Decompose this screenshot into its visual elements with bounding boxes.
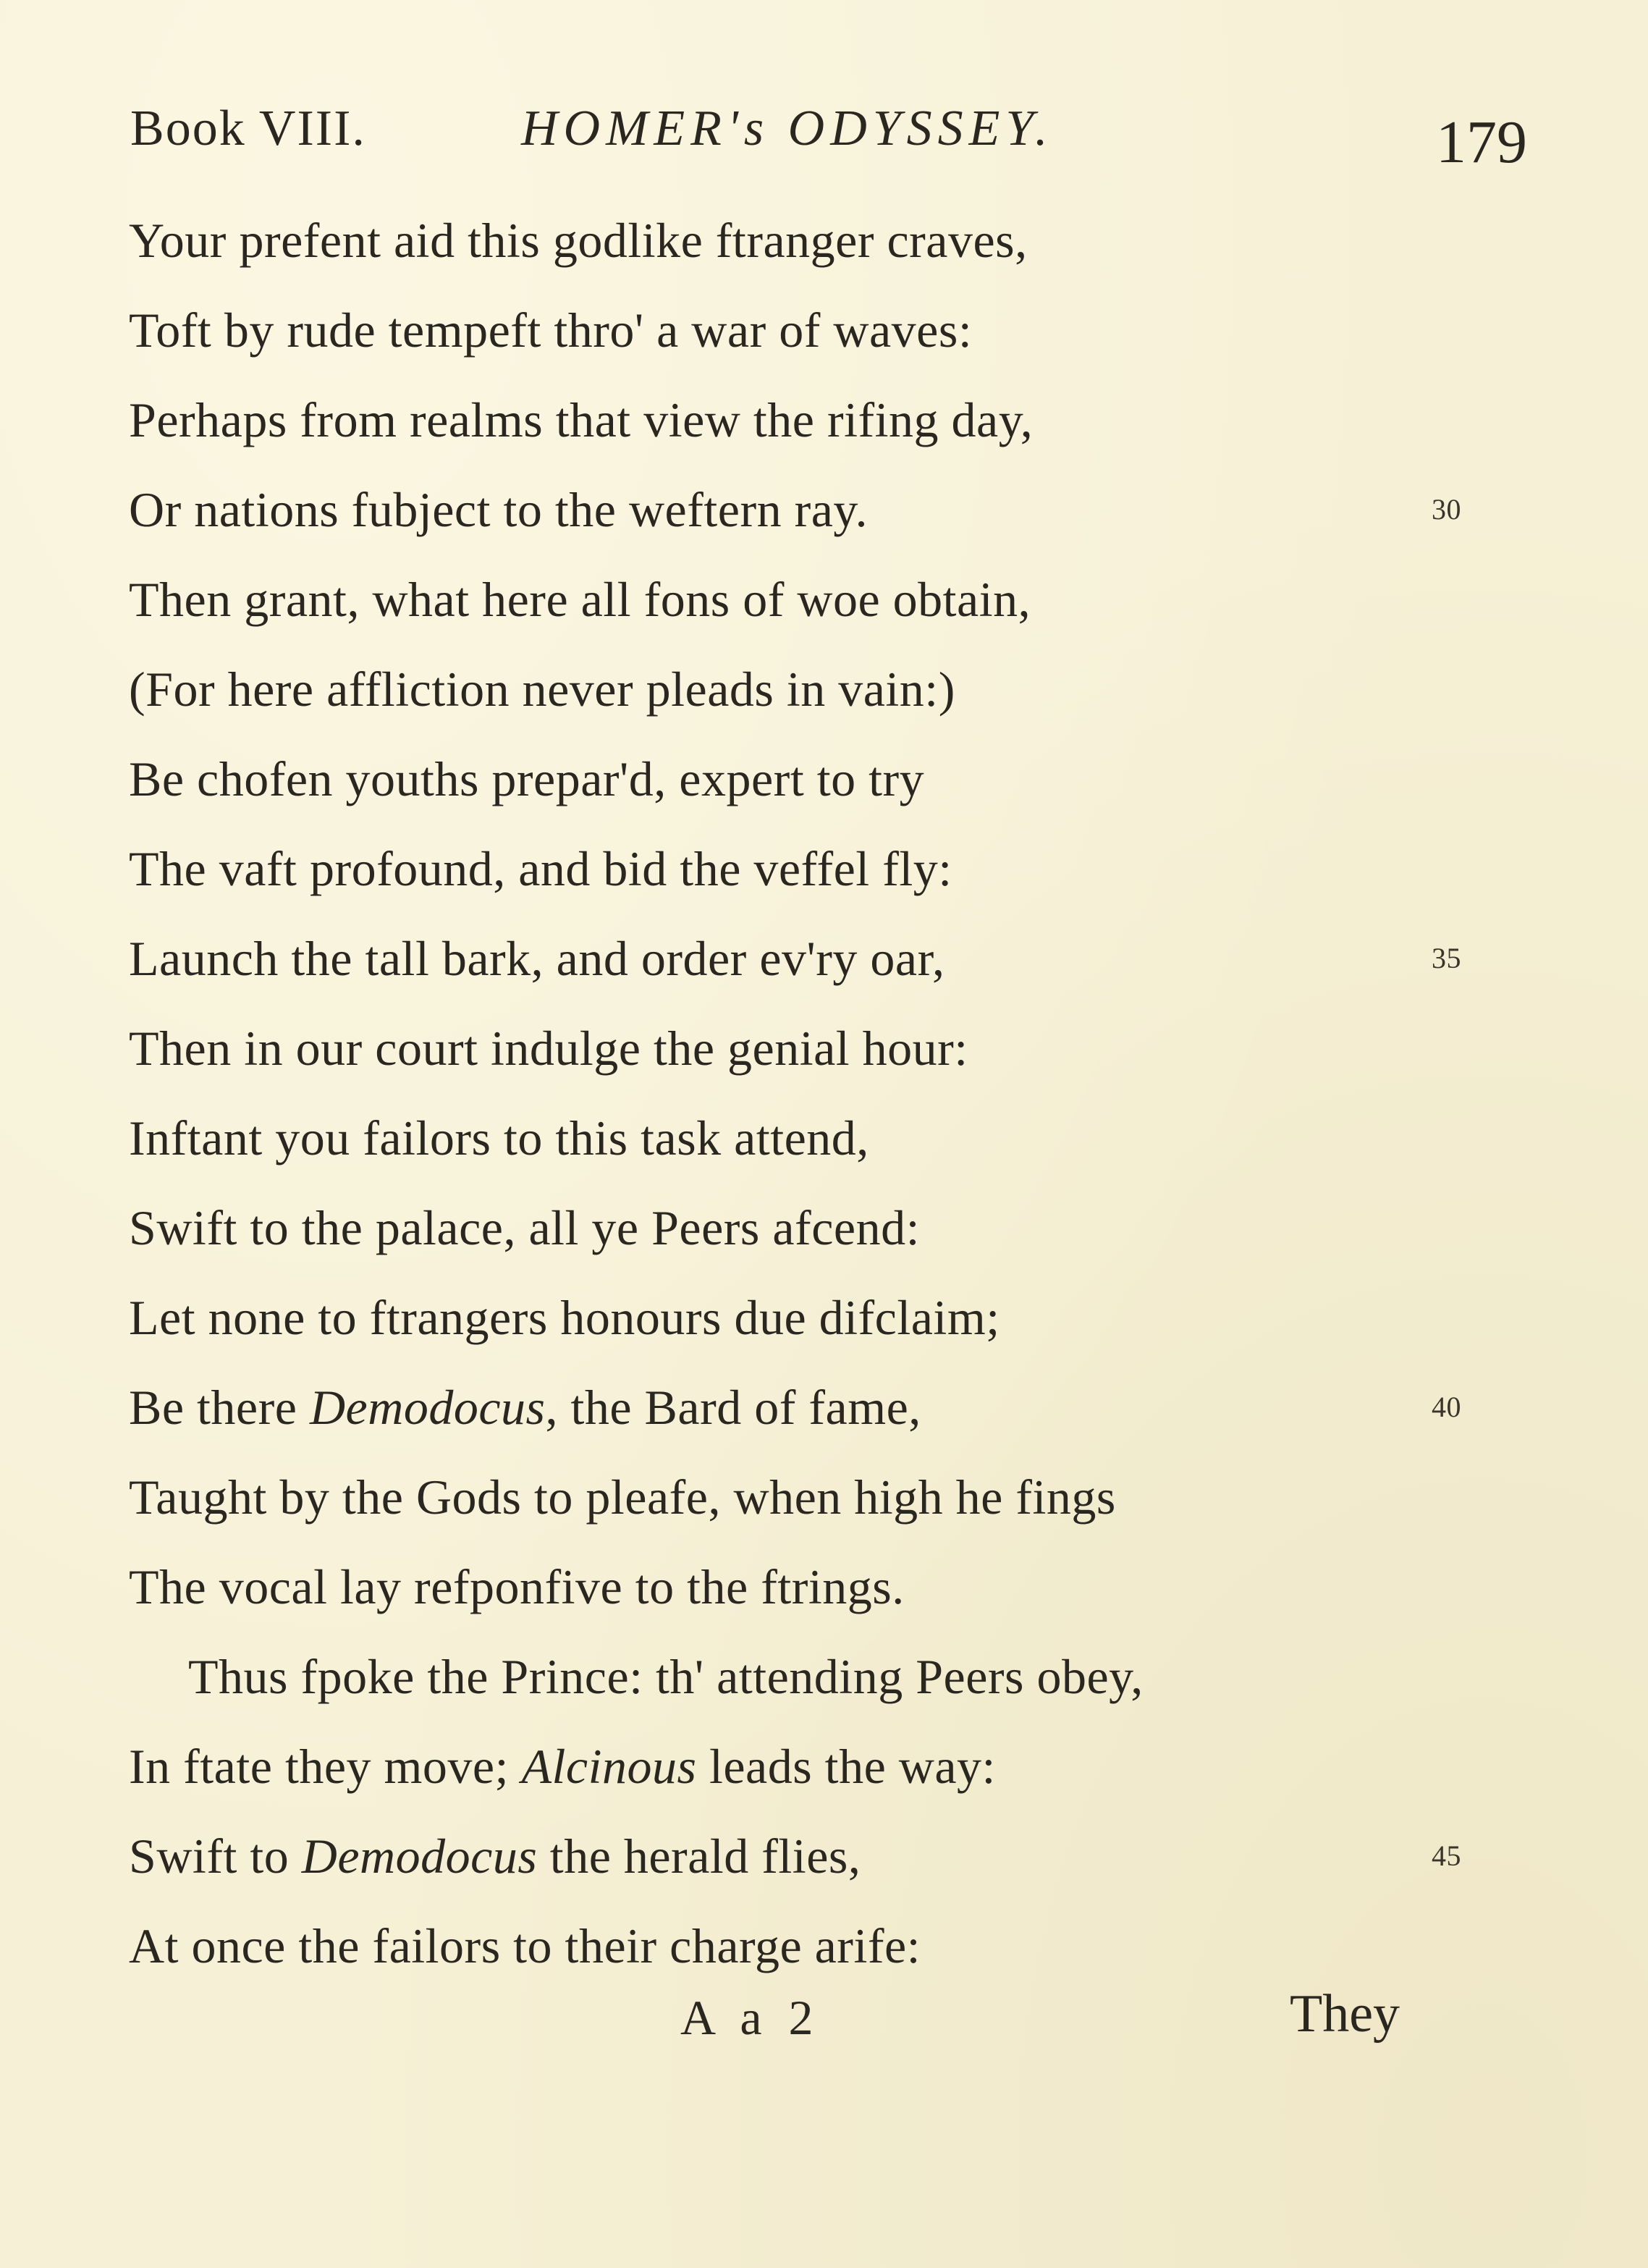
verse-line-indented	[129, 1632, 1432, 1721]
page-number: 179	[1436, 109, 1527, 176]
line-number: 40	[1432, 1391, 1461, 1423]
verse-line	[129, 555, 1432, 644]
verse-line	[129, 824, 1432, 914]
verse-line	[129, 285, 1432, 375]
verse-line	[129, 1452, 1432, 1542]
verse-line-text: Or nations fubject to the weftern ray.	[129, 482, 869, 537]
verse-line-text-post: , the Bard of fame,	[545, 1380, 921, 1435]
verse-line-text: Inftant you failors to this task attend,	[129, 1110, 869, 1165]
verse-line-text: Perhaps from realms that view the rifing day,	[129, 392, 1034, 447]
verse-line-text: Swift to the palace, all ye Peers afcend:	[129, 1200, 920, 1255]
verse-line	[129, 1003, 1432, 1093]
line-number: 30	[1432, 493, 1461, 526]
verse-line-text: Let none to ftrangers honours due difclaim;	[129, 1290, 1000, 1345]
verse-line	[129, 734, 1432, 824]
verse-line-text: Taught by the Gods to pleafe, when high he fings	[129, 1470, 1116, 1525]
book-number: Book VIII.	[130, 101, 366, 156]
verse-line-text: Your prefent aid this godlike ftranger craves,	[129, 213, 1028, 268]
verse-line-text-pre: Be there	[129, 1380, 310, 1435]
verse-line	[129, 465, 1461, 555]
verse-line	[129, 1721, 1432, 1811]
verse-line-text: Be chofen youths prepar'd, expert to try	[129, 751, 925, 806]
verse-line-text: Then in our court indulge the genial hour:	[129, 1021, 968, 1076]
verse-line-text: Then grant, what here all fons of woe obtain,	[129, 572, 1031, 627]
running-title: HOMER's ODYSSEY.	[521, 101, 1054, 156]
verse-line-text: At once the failors to their charge arife:	[129, 1918, 921, 1973]
line-number: 35	[1432, 942, 1461, 974]
proper-name: Demodocus	[301, 1829, 538, 1884]
verse-line	[129, 1183, 1432, 1273]
verse-block	[129, 195, 1461, 1991]
signature-mark: A a 2	[680, 1990, 821, 2045]
verse-line	[129, 1093, 1432, 1183]
verse-line-text-pre: Swift to	[129, 1829, 302, 1884]
verse-line-text: The vaft profound, and bid the veffel fly:	[129, 841, 952, 896]
verse-line-text: Thus fpoke the Prince: th' attending Peers obey,	[188, 1649, 1144, 1704]
proper-name: Demodocus	[309, 1380, 546, 1435]
running-head	[130, 93, 1527, 176]
verse-line-text-post: the herald flies,	[537, 1829, 861, 1884]
line-number: 45	[1432, 1839, 1461, 1872]
verse-line-text: Launch the tall bark, and order ev'ry oar,	[129, 931, 945, 986]
catchword: They	[1290, 1984, 1400, 2044]
verse-line-text: Toft by rude tempeft thro' a war of waves:	[129, 303, 973, 358]
verse-line	[129, 644, 1432, 734]
verse-line-text-pre: In ftate they move;	[129, 1739, 522, 1794]
verse-line-text-post: leads the way:	[696, 1739, 996, 1794]
verse-line	[129, 1273, 1432, 1362]
proper-name: Alcinous	[521, 1739, 697, 1794]
verse-line-text: The vocal lay refponfive to the ftrings.	[129, 1559, 905, 1614]
verse-line	[129, 1901, 1432, 1991]
verse-line	[129, 195, 1432, 285]
verse-line	[129, 1362, 1461, 1452]
verse-line	[129, 1811, 1461, 1901]
verse-line	[129, 375, 1432, 465]
verse-line	[129, 914, 1461, 1003]
verse-line-text: (For here affliction never pleads in vain:)	[129, 662, 955, 717]
verse-line	[129, 1542, 1432, 1632]
